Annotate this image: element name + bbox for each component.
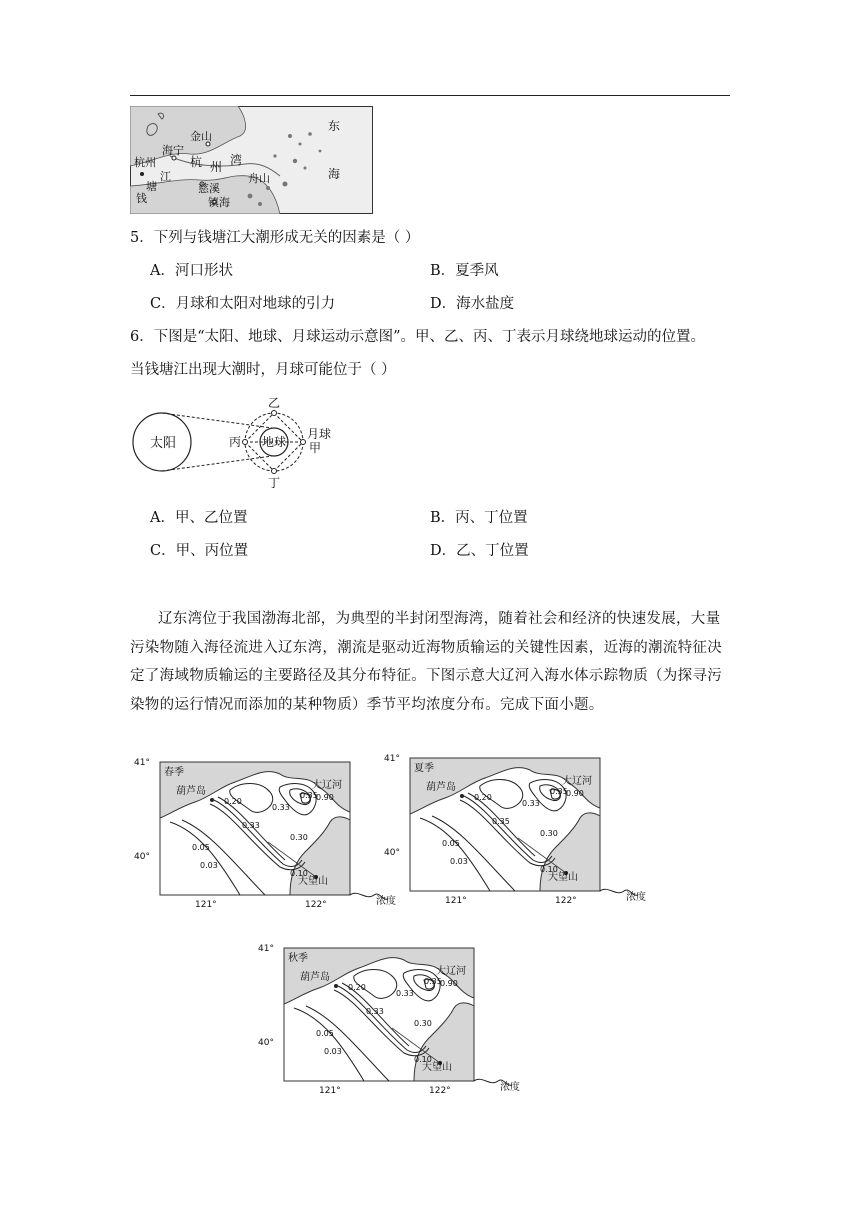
season-map-2 [384, 748, 650, 908]
contour-label: 0.20 [348, 983, 366, 992]
dawangshan-label: 大望山 [548, 872, 578, 883]
huludao-label: 葫芦岛 [176, 786, 206, 797]
longitude-121-label: 121° [319, 1086, 341, 1096]
contour-label: 0.05 [316, 1029, 334, 1038]
legend-label: 浓度 [376, 896, 396, 907]
longitude-121-label: 121° [445, 896, 467, 906]
label-dong: 东 [328, 119, 341, 133]
label-zhou: 州 [210, 160, 223, 174]
contour-label: 0.30 [540, 829, 558, 838]
q6-option-d[interactable]: D．乙、丁位置 [430, 543, 529, 559]
label-cixi: 慈溪 [198, 182, 220, 195]
dawangshan-label: 大望山 [298, 876, 328, 887]
contour-label: 0.03 [324, 1047, 342, 1056]
q6-option-c[interactable]: C．甲、丙位置 [150, 543, 249, 559]
contour-label: 0.03 [200, 861, 218, 870]
longitude-121-label: 121° [195, 900, 217, 910]
contour-label: 0.33 [396, 989, 414, 998]
contour-label: 0.20 [224, 797, 242, 806]
huludao-label: 葫芦岛 [426, 782, 456, 793]
position-bing-label: 丙 [229, 435, 242, 449]
contour-label: 0.35 [550, 787, 568, 796]
label-haining: 海宁 [162, 144, 184, 157]
label-jiang: 江 [160, 170, 171, 183]
q5-option-d[interactable]: D．海水盐度 [430, 296, 515, 312]
latitude-41-label: 41° [258, 944, 274, 954]
season-label: 夏季 [414, 763, 434, 774]
contour-label: 0.30 [414, 1019, 432, 1028]
contour-label: 0.10 [540, 865, 558, 874]
latitude-40-label: 40° [134, 852, 150, 862]
legend-label: 浓度 [500, 1082, 520, 1093]
contour-label: 0.90 [566, 789, 584, 798]
label-zhoushan: 舟山 [248, 172, 270, 185]
passage-text [130, 605, 730, 719]
daliaohe-label: 大辽河 [436, 966, 466, 977]
longitude-122-label: 122° [305, 900, 327, 910]
contour-label: 0.90 [440, 979, 458, 988]
position-yi-label: 乙 [268, 396, 281, 410]
hangzhou-bay-map [130, 106, 373, 214]
label-hangzhou-city: 杭州 [134, 156, 156, 169]
latitude-41-label: 41° [384, 754, 400, 764]
daliaohe-label: 大辽河 [562, 776, 592, 787]
q5-option-c[interactable]: C．月球和太阳对地球的引力 [150, 296, 336, 312]
contour-label: 0.35 [300, 791, 318, 800]
season-label: 春季 [164, 767, 184, 778]
contour-label: 0.33 [522, 799, 540, 808]
q6-stem-line2: 当钱塘江出现大潮时，月球可能位于（ ） [130, 362, 396, 378]
contour-label: 0.03 [450, 857, 468, 866]
label-tang: 塘 [146, 180, 157, 193]
season-map-1 [134, 752, 400, 912]
q5-option-a[interactable]: A．河口形状 [150, 263, 233, 279]
longitude-122-label: 122° [429, 1086, 451, 1096]
season-map-3 [258, 938, 524, 1098]
position-jia-label: 甲 [309, 441, 322, 455]
contour-label: 0.10 [414, 1055, 432, 1064]
contour-label: 0.35 [424, 977, 442, 986]
daliaohe-label: 大辽河 [312, 780, 342, 791]
longitude-122-label: 122° [555, 896, 577, 906]
q6-stem-line1: 6．下图是“太阳、地球、月球运动示意图”。甲、乙、丙、丁表示月球绕地球运动的位置。 [130, 329, 706, 345]
passage-line-2: 污染物随入海径流进入辽东湾，潮流是驱动近海物质输运的关键性因素，近海的潮流特征决 [130, 639, 722, 656]
latitude-40-label: 40° [258, 1038, 274, 1048]
contour-label: 0.05 [192, 843, 210, 852]
latitude-40-label: 40° [384, 848, 400, 858]
earth-label: 地球 [262, 435, 287, 449]
season-label: 秋季 [288, 953, 308, 964]
contour-label: 0.33 [272, 803, 290, 812]
contour-label: 0.20 [474, 793, 492, 802]
moon-label: 月球 [307, 427, 332, 441]
label-hai: 海 [328, 167, 341, 181]
contour-label: 0.33 [242, 821, 260, 830]
q5-option-b[interactable]: B．夏季风 [430, 263, 499, 279]
header-rule [130, 95, 730, 96]
contour-label: 0.10 [290, 869, 308, 878]
sun-label: 太阳 [150, 436, 177, 451]
position-ding-label: 丁 [268, 476, 281, 490]
q5-stem: 5．下列与钱塘江大潮形成无关的因素是（ ） [130, 230, 420, 246]
passage-line-3: 定了海域物质输运的主要路径及其分布特征。下图示意大辽河入海水体示踪物质（为探寻污 [130, 668, 722, 684]
label-zhenhai: 镇海 [208, 196, 230, 209]
contour-label: 0.30 [290, 833, 308, 842]
sun-earth-moon-diagram [128, 394, 368, 494]
contour-label: 0.90 [316, 793, 334, 802]
contour-label: 0.35 [492, 817, 510, 826]
label-wan: 湾 [230, 153, 243, 167]
passage-line-4: 染物的运行情况而添加的某种物质）季节平均浓度分布。完成下面小题。 [130, 696, 604, 713]
legend-label: 浓度 [626, 892, 646, 903]
huludao-label: 葫芦岛 [300, 972, 330, 983]
contour-label: 0.33 [366, 1007, 384, 1016]
passage-line-1: 辽东湾位于我国渤海北部，为典型的半封闭型海湾，随着社会和经济的快速发展，大量 [158, 611, 721, 627]
dawangshan-label: 大望山 [422, 1062, 452, 1073]
q6-option-b[interactable]: B．丙、丁位置 [430, 510, 528, 526]
contour-label: 0.05 [442, 839, 460, 848]
latitude-41-label: 41° [134, 758, 150, 768]
label-jinshan: 金山 [190, 130, 212, 143]
label-hang: 杭 [190, 155, 203, 169]
label-qian: 钱 [136, 192, 147, 205]
q6-option-a[interactable]: A．甲、乙位置 [150, 510, 248, 526]
